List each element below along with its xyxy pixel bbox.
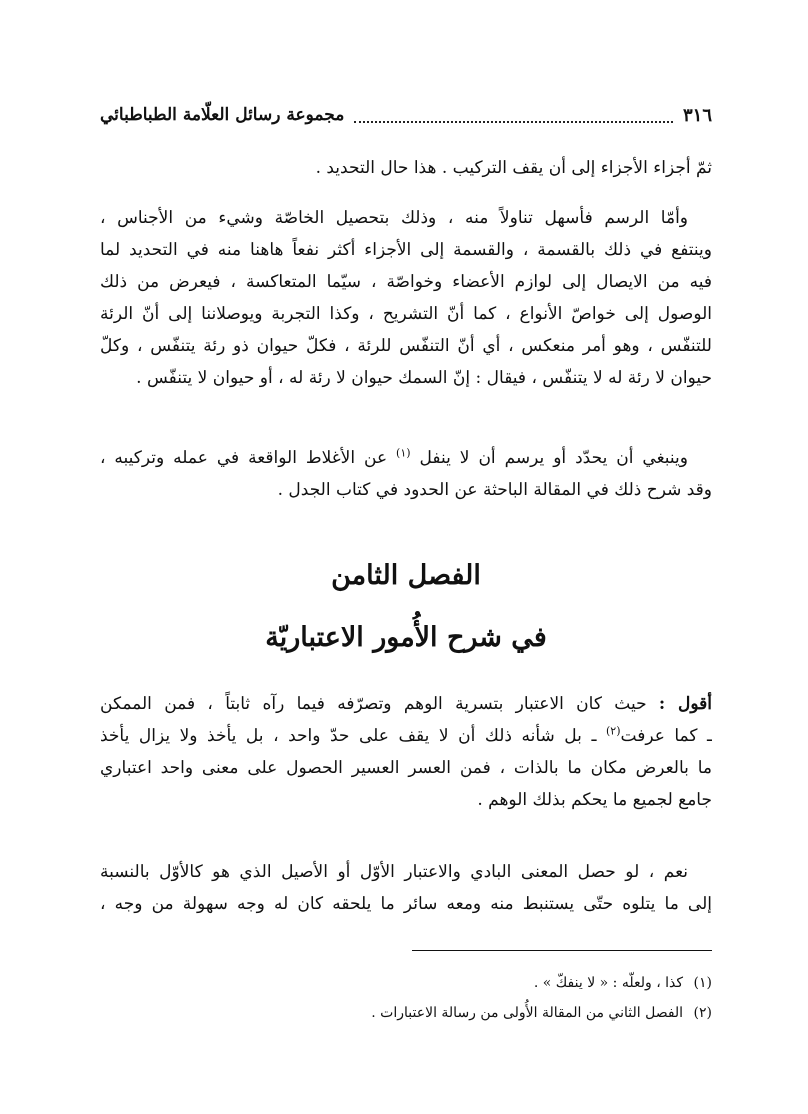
text-line: الوصول إلى خواصّ الأنواع ، كما أنّ التشريح ، وكذا التجربة ويوصلاننا إلى أنّ الرئة bbox=[100, 304, 712, 324]
text-segment: عن الأغلاط الواقعة في عمله وتركيبه ، bbox=[100, 448, 388, 468]
footnotes bbox=[100, 968, 712, 1028]
text-line: وينتفع في ذلك بالقسمة ، والقسمة إلى الأجزاء أكثر نفعاً هاهنا منه في التحديد لما bbox=[100, 240, 712, 260]
text-line: نعم ، لو حصل المعنى البادي والاعتبار الأوّل أو الأصيل الذي هو كالأوّل بالنسبة bbox=[100, 862, 688, 882]
text-line bbox=[100, 442, 712, 474]
text-line: حيوان لا رئة له لا يتنفّس ، فيقال : إنّ السمك حيوان لا رئة له ، أو حيوان لا يتنفّس . bbox=[136, 368, 712, 388]
text-line: إلى ما يتلوه حتّى يستنبط منه ومعه سائر ما يلحقه كان له وجه سهولة من وجه ، bbox=[100, 894, 712, 914]
footnote-ref-1: (١) bbox=[396, 446, 411, 460]
text-line: للتنفّس ، وهو أمر منعكس ، أي أنّ التنفّس للرئة ، فكلّ حيوان ذو رئة يتنفّس ، وكلّ bbox=[100, 336, 712, 356]
footnote-1 bbox=[100, 968, 712, 998]
chapter-subtitle: في شرح الأُمور الاعتباريّة bbox=[265, 622, 547, 653]
text-line: جامع لجميع ما يحكم بذلك الوهم . bbox=[477, 790, 712, 810]
text-segment: ـ كما عرفت bbox=[620, 726, 712, 746]
top-paragraph bbox=[100, 152, 712, 184]
footnote-number: (٢) bbox=[693, 1005, 712, 1021]
paragraph-rasm bbox=[100, 202, 712, 394]
paragraph-naam bbox=[100, 856, 712, 920]
chapter-heading: الفصل الثامن bbox=[331, 560, 481, 591]
text-line: ما بالعرض مكان ما بالذات ، فمن العسر العسير الحصول على معنى واحد اعتباري bbox=[100, 758, 712, 778]
footnote-text: الفصل الثاني من المقالة الأُولى من رسالة الاعتبارات . bbox=[371, 1005, 684, 1021]
text-line: فيه من الايصال إلى لوازم الأعضاء وخواصّة ، سيّما المتعاكسة ، فيعرض من ذلك bbox=[100, 272, 712, 292]
book-title: مجموعة رسائل العلّامة الطباطبائي bbox=[100, 105, 345, 125]
lead-word: أقول : bbox=[658, 694, 712, 714]
text-line: ثمّ أجزاء الأجزاء إلى أن يقف التركيب . هذا حال التحديد . bbox=[315, 158, 712, 178]
header-dotted-leader bbox=[354, 107, 673, 123]
paragraph-errors bbox=[100, 442, 712, 506]
running-header bbox=[100, 100, 712, 130]
text-line: وأمّا الرسم فأسهل تناولاً منه ، وذلك بتحصيل الخاصّة وشيء من الأجناس ، bbox=[100, 208, 688, 228]
text-line bbox=[100, 688, 712, 720]
page-number: ٣١٦ bbox=[682, 104, 712, 126]
footnote-ref-2: (٢) bbox=[605, 724, 621, 738]
text-segment: وينبغي أن يحدّد أو يرسم أن لا ينفل bbox=[419, 448, 688, 468]
footnote-divider bbox=[412, 950, 712, 951]
text-line: وقد شرح ذلك في المقالة الباحثة عن الحدود في كتاب الجدل . bbox=[277, 480, 712, 500]
text-segment: ـ بل شأنه ذلك أن لا يقف على حدّ واحد ، بل يأخذ ولا يزال يأخذ bbox=[100, 726, 597, 746]
text-segment: حيث كان الاعتبار بتسرية الوهم وتصرّفه فيما رآه ثابتاً ، فمن الممكن bbox=[100, 694, 647, 714]
footnote-text: كذا ، ولعلّه : « لا ينفكّ » . bbox=[533, 975, 684, 991]
footnote-2 bbox=[100, 998, 712, 1028]
footnote-number: (١) bbox=[693, 975, 712, 991]
text-line bbox=[100, 720, 712, 752]
paragraph-aqul bbox=[100, 688, 712, 816]
